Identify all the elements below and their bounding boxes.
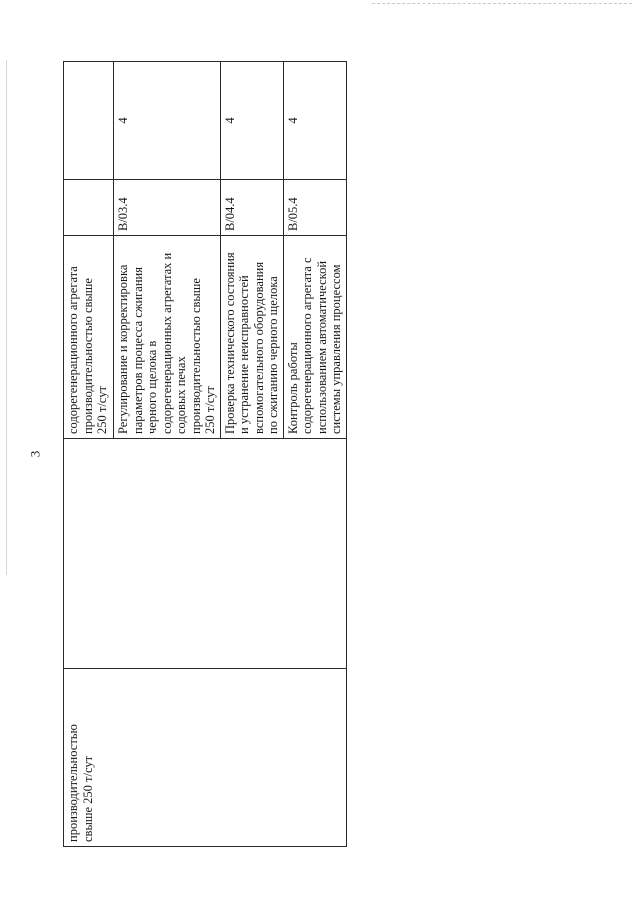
scan-artifact-line bbox=[372, 3, 632, 4]
qualification-level-cell: 4 bbox=[114, 62, 221, 180]
qualification-level-cell bbox=[64, 62, 114, 180]
table-cell bbox=[64, 439, 347, 669]
generalized-function-text: производительностью свыше 250 т/сут bbox=[66, 724, 95, 842]
function-code-cell: B/04.4 bbox=[220, 180, 283, 236]
function-name-cell: содорегенерационного агрегата производительностью свыше 250 т/сут bbox=[64, 236, 114, 439]
page-number: 3 bbox=[27, 450, 43, 458]
qualification-level-cell: 4 bbox=[220, 62, 283, 180]
table-cell bbox=[64, 669, 347, 847]
qualification-level-cell: 4 bbox=[283, 62, 346, 180]
function-code-cell bbox=[64, 180, 114, 236]
function-name-cell: Проверка технического состояния и устранение неисправностей вспомогательного оборудования по сжиганию черного щелока bbox=[220, 236, 283, 439]
table-row bbox=[64, 62, 114, 847]
function-code-cell: B/05.4 bbox=[283, 180, 346, 236]
function-name-cell: Контроль работы содорегенерационного агрегата с использованием автоматической системы управления процессом bbox=[283, 236, 346, 439]
function-name-cell: Регулирование и корректировка параметров процесса сжигания черного щелока в содорегенерационных агрегатах и содовых печах производительностью свыше 250 т/сут bbox=[114, 236, 221, 439]
functions-table bbox=[63, 61, 347, 847]
rotated-table-wrapper bbox=[63, 62, 343, 847]
function-code-cell: B/03.4 bbox=[114, 180, 221, 236]
scan-artifact-line bbox=[6, 60, 7, 575]
